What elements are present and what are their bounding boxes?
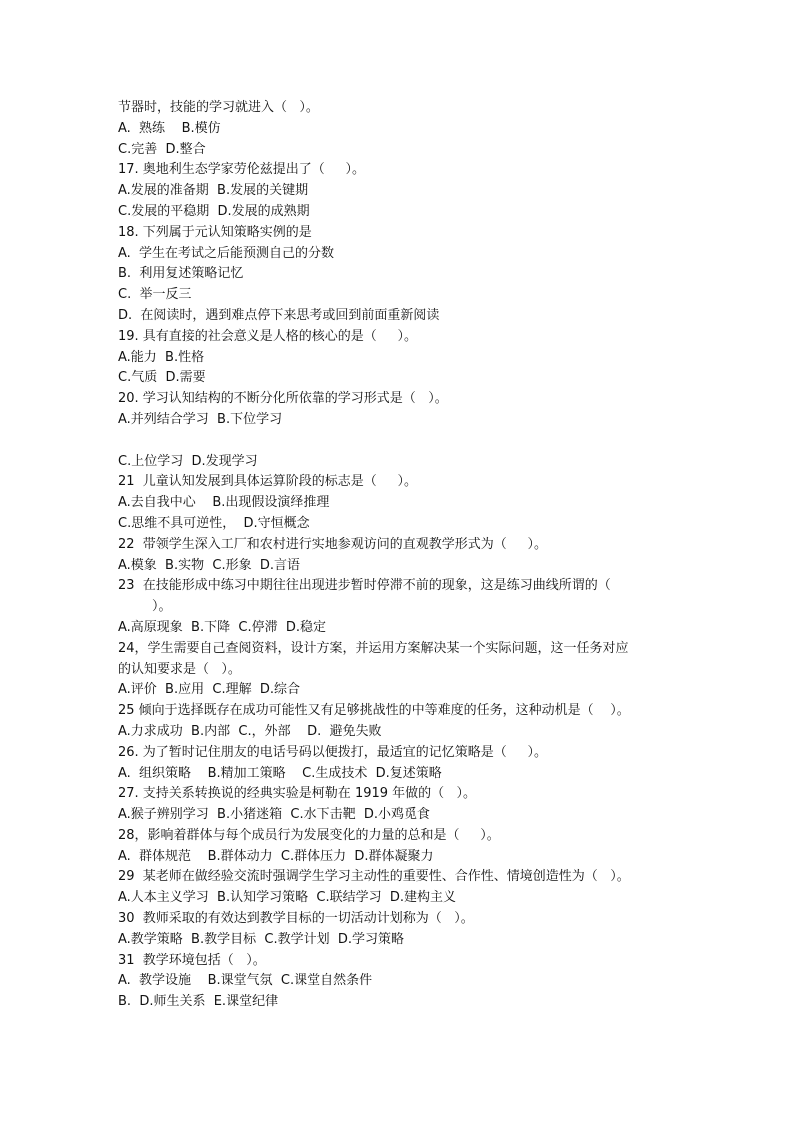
option-line: C.思维不具可逆性， D.守恒概念 bbox=[118, 515, 310, 531]
option-line: A.并列结合学习 B.下位学习 bbox=[118, 411, 283, 427]
question-text: 29 某老师在做经验交流时强调学生学习主动性的重要性、合作性、情境创造性为（ ）。 bbox=[118, 869, 630, 885]
option-line: C.上位学习 D.发现学习 bbox=[118, 453, 258, 469]
question-text: 31 教学环境包括（ ）。 bbox=[118, 952, 266, 968]
question-text: 24，学生需要自己查阅资料，设计方案，并运用方案解决某一个实际问题，这一任务对应 bbox=[118, 640, 629, 656]
option-line: A.高原现象 B.下降 C.停滞 D.稳定 bbox=[118, 619, 326, 635]
question-text: 23 在技能形成中练习中期往往出现进步暂时停滞不前的现象，这是练习曲线所谓的（ bbox=[118, 578, 611, 594]
question-text: 18. 下列属于元认知策略实例的是 bbox=[118, 224, 312, 240]
option-line: A.评价 B.应用 C.理解 D.综合 bbox=[118, 682, 300, 698]
option-line: A.去自我中心 B.出现假设演绎推理 bbox=[118, 495, 330, 511]
option-line: C.发展的平稳期 D.发展的成熟期 bbox=[118, 203, 310, 219]
question-text: 30 教师采取的有效达到教学目标的一切活动计划称为（ ）。 bbox=[118, 911, 474, 927]
option-line: 的认知要求是（ ）。 bbox=[118, 661, 241, 677]
question-text: 17. 奥地利生态学家劳伦兹提出了（ ）。 bbox=[118, 162, 365, 178]
option-line: A. 熟练 B.模仿 bbox=[118, 120, 221, 136]
question-text: 20. 学习认知结构的不断分化所依靠的学习形式是（ ）。 bbox=[118, 391, 448, 407]
option-line: A. 群体规范 B.群体动力 C.群体压力 D.群体凝聚力 bbox=[118, 848, 434, 864]
question-text: 19. 具有直接的社会意义是人格的核心的是（ ）。 bbox=[118, 328, 417, 344]
option-line: A.模象 B.实物 C.形象 D.言语 bbox=[118, 557, 300, 573]
question-text: 21 儿童认知发展到具体运算阶段的标志是（ ）。 bbox=[118, 474, 417, 490]
option-line: C.气质 D.需要 bbox=[118, 370, 206, 386]
option-line: A.发展的准备期 B.发展的关键期 bbox=[118, 183, 309, 199]
option-line: C.完善 D.整合 bbox=[118, 141, 206, 157]
option-line: A. 教学设施 B.课堂气氛 C.课堂自然条件 bbox=[118, 973, 373, 989]
question-text: 22 带领学生深入工厂和农村进行实地参观访问的直观教学形式为（ ）。 bbox=[118, 536, 547, 552]
option-line: ）。 bbox=[152, 599, 172, 615]
option-line: A.人本主义学习 B.认知学习策略 C.联结学习 D.建构主义 bbox=[118, 890, 456, 906]
option-line: B. 利用复述策略记忆 bbox=[118, 266, 244, 282]
option-line: A.能力 B.性格 bbox=[118, 349, 205, 365]
blank-line bbox=[118, 431, 688, 452]
option-line: A.猴子辨别学习 B.小猪迷箱 C.水下击靶 D.小鸡觅食 bbox=[118, 807, 430, 823]
option-line: A.教学策略 B.教学目标 C.教学计划 D.学习策略 bbox=[118, 931, 404, 947]
option-line: A.力求成功 B.内部 C.，外部 D. 避免失败 bbox=[118, 723, 382, 739]
option-line: A. 组织策略 B.精加工策略 C.生成技术 D.复述策略 bbox=[118, 765, 442, 781]
option-line: D. 在阅读时，遇到难点停下来思考或回到前面重新阅读 bbox=[118, 307, 440, 323]
question-text: 26. 为了暂时记住朋友的电话号码以便拨打，最适宜的记忆策略是（ ）。 bbox=[118, 744, 547, 760]
question-text: 节器时，技能的学习就进入（ ）。 bbox=[118, 100, 319, 115]
option-line: C. 举一反三 bbox=[118, 287, 192, 303]
question-text: 25 倾向于选择既存在成功可能性又有足够挑战性的中等难度的任务，这种动机是（ ）。 bbox=[118, 703, 630, 719]
option-line: B. D.师生关系 E.课堂纪律 bbox=[118, 994, 279, 1010]
question-text: 28，影响着群体与每个成员行为发展变化的力量的总和是（ ）。 bbox=[118, 827, 500, 843]
question-text: 27. 支持关系转换说的经典实验是柯勒在 1919 年做的（ ）。 bbox=[118, 786, 477, 802]
document-page bbox=[118, 98, 688, 1013]
option-line: A. 学生在考试之后能预测自己的分数 bbox=[118, 245, 335, 261]
